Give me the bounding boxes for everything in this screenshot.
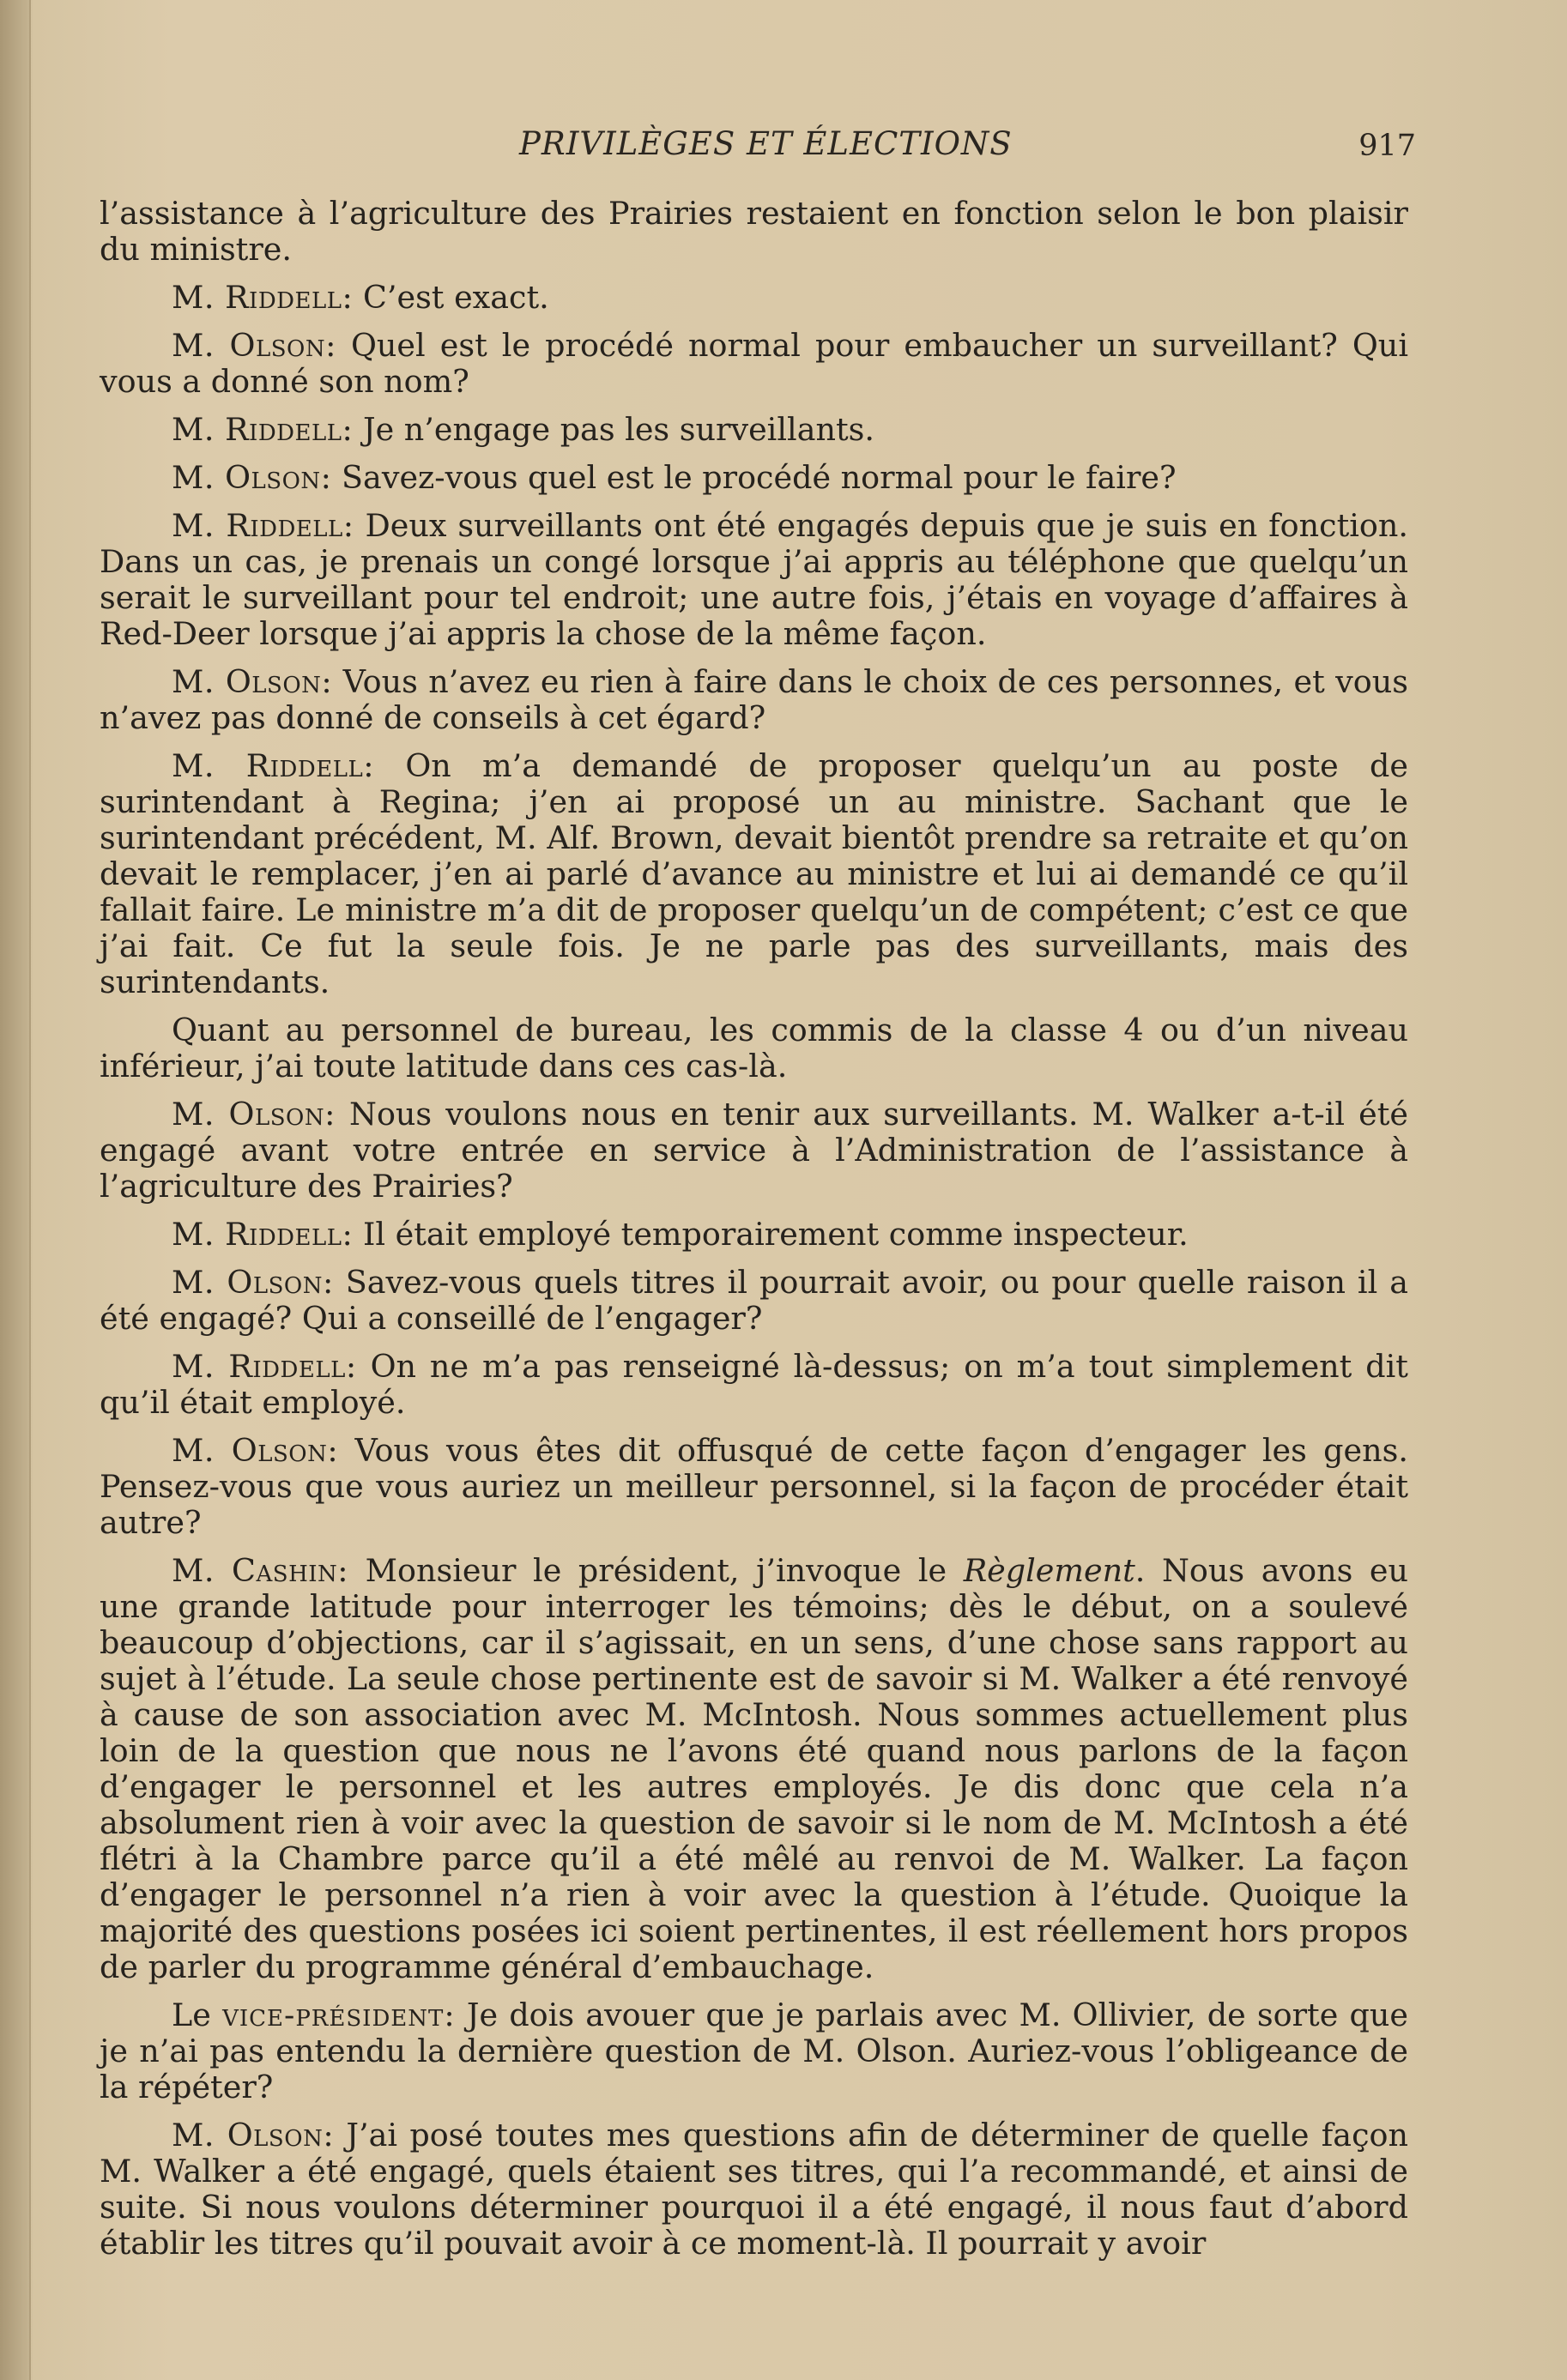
paragraph: [100, 1997, 1408, 2105]
paragraph-text: J’ai posé toutes mes questions afin de déterminer de quelle façon M. Walker a été engagé, quels étaient ses titres, qui l’a recommandé, et ainsi de suite. Si nous voulons déterminer pourquoi il a été engagé, il nous faut d’abord établir les titres qu’il pouvait avoir à ce moment-là. Il pourrait y avoir: [100, 2117, 1408, 2262]
paragraph-text: Quant au personnel de bureau, les commis de la classe 4 ou d’un niveau inférieur, j’ai toute latitude dans ces cas-là.: [100, 1012, 1408, 1084]
speaker-name: M. Olson:: [172, 2117, 335, 2153]
speaker-name: M. Olson:: [172, 1432, 339, 1469]
paragraph: [100, 748, 1408, 1000]
speaker-name: M. Riddell:: [172, 747, 375, 784]
paragraph-text: Je n’engage pas les surveillants.: [353, 411, 874, 448]
paragraph-text-lead: Monsieur le président, j’invoque le: [348, 1552, 964, 1589]
paragraph: [100, 460, 1408, 496]
paragraph: [100, 1433, 1408, 1541]
speaker-name: M. Olson:: [172, 459, 332, 496]
paragraph: [100, 664, 1408, 736]
speaker-name: M. Olson:: [172, 1264, 334, 1301]
paragraph: [100, 328, 1408, 400]
speaker-name: M. Cashin:: [172, 1552, 349, 1589]
paragraph-lead: Le: [172, 1996, 223, 2033]
paragraph: [100, 412, 1408, 448]
paragraph: [100, 1012, 1408, 1084]
page-body: [100, 196, 1408, 2274]
paragraph-text: Vous vous êtes dit offusqué de cette façon d’engager les gens. Pensez-vous que vous auriez un meilleur personnel, si la façon de procéder était autre?: [100, 1432, 1408, 1541]
paragraph-text: Deux surveillants ont été engagés depuis que je suis en fonction. Dans un cas, je prenais un congé lorsque j’ai appris au téléphone que quelqu’un serait le surveillant pour tel endroit; une autre fois, j’étais en voyage d’affaires à Red-Deer lorsque j’ai appris la chose de la même façon.: [100, 507, 1408, 652]
paragraph-text: Savez-vous quel est le procédé normal pour le faire?: [331, 459, 1177, 496]
paragraph-text: C’est exact.: [353, 279, 549, 316]
paragraph-text: Vous n’avez eu rien à faire dans le choix de ces personnes, et vous n’avez pas donné de conseils à cet égard?: [100, 663, 1408, 736]
paragraph-text: l’assistance à l’agriculture des Prairies restaient en fonction selon le bon plaisir du ministre.: [100, 195, 1408, 268]
book-gutter: [0, 0, 31, 2380]
paragraph: [100, 1217, 1408, 1253]
paragraph-text: Je dois avouer que je parlais avec M. Ollivier, de sorte que je n’ai pas entendu la dernière question de M. Olson. Auriez-vous l’obligeance de la répéter?: [100, 1996, 1409, 2105]
speaker-name: M. Olson:: [172, 1096, 336, 1133]
speaker-name: M. Olson:: [172, 327, 336, 364]
page-header: [94, 125, 1416, 168]
paragraph: [100, 1553, 1408, 1985]
paragraph: [100, 508, 1408, 652]
paragraph: [100, 280, 1408, 316]
speaker-name: M. Riddell:: [172, 1348, 357, 1385]
paragraph: [100, 1265, 1408, 1337]
paragraph: [100, 1349, 1408, 1421]
speaker-name: M. Olson:: [172, 663, 333, 700]
page-number: 917: [1358, 129, 1416, 163]
running-title: PRIVILÈGES ET ÉLECTIONS: [519, 125, 1013, 162]
paragraph: [100, 2117, 1408, 2262]
paragraph-text: Il était employé temporairement comme inspecteur.: [353, 1216, 1189, 1253]
speaker-name: M. Riddell:: [172, 507, 354, 544]
speaker-name: M. Riddell:: [172, 411, 354, 448]
paragraph: [100, 1096, 1408, 1205]
paragraph-text: . Nous avons eu une grande latitude pour interroger les témoins; dès le début, on a soulevé beaucoup d’objections, car il s’agissait, en un sens, d’une chose sans rapport au sujet à l’étude. La seule chose pertinente est de savoir si M. Walker a été renvoyé à cause de son association avec M. McIntosh. Nous sommes actuellement plus loin de la question que nous ne l’avons été quand nous parlons de la façon d’engager le personnel et les autres employés. Je dis donc que cela n’a absolument rien à voir avec la question de savoir si le nom de M. McIntosh a été flétri à la Chambre parce qu’il a été mêlé au renvoi de M. Walker. La façon d’engager le personnel n’a rien à voir avec la question à l’étude. Quoique la majorité des questions posées ici soient pertinentes, il est réellement hors propos de parler du programme général d’embauchage.: [100, 1552, 1409, 1985]
italic-term: Règlement: [963, 1552, 1135, 1589]
speaker-name: vice-président:: [222, 1996, 456, 2033]
speaker-name: M. Riddell:: [172, 1216, 354, 1253]
paragraph: [100, 196, 1408, 268]
paragraph-text: On ne m’a pas renseigné là-dessus; on m’a tout simplement dit qu’il était employé.: [100, 1348, 1408, 1421]
paragraph-text: Nous voulons nous en tenir aux surveillants. M. Walker a-t-il été engagé avant votre entrée en service à l’Administration de l’assistance à l’agriculture des Prairies?: [100, 1096, 1408, 1205]
paragraph-text: Quel est le procédé normal pour embaucher un surveillant? Qui vous a donné son nom?: [100, 327, 1408, 400]
speaker-name: M. Riddell:: [172, 279, 354, 316]
paragraph-text: Savez-vous quels titres il pourrait avoir, ou pour quelle raison il a été engagé? Qui a conseillé de l’engager?: [100, 1264, 1408, 1337]
paragraph-text: On m’a demandé de proposer quelqu’un au poste de surintendant à Regina; j’en ai proposé un au ministre. Sachant que le surintendant précédent, M. Alf. Brown, devait bientôt prendre sa retraite et qu’on devait le remplacer, j’en ai parlé d’avance au ministre et lui ai demandé ce qu’il fallait faire. Le ministre m’a dit de proposer quelqu’un de compétent; c’est ce que j’ai fait. Ce fut la seule fois. Je ne parle pas des surveillants, mais des surintendants.: [100, 747, 1408, 1000]
